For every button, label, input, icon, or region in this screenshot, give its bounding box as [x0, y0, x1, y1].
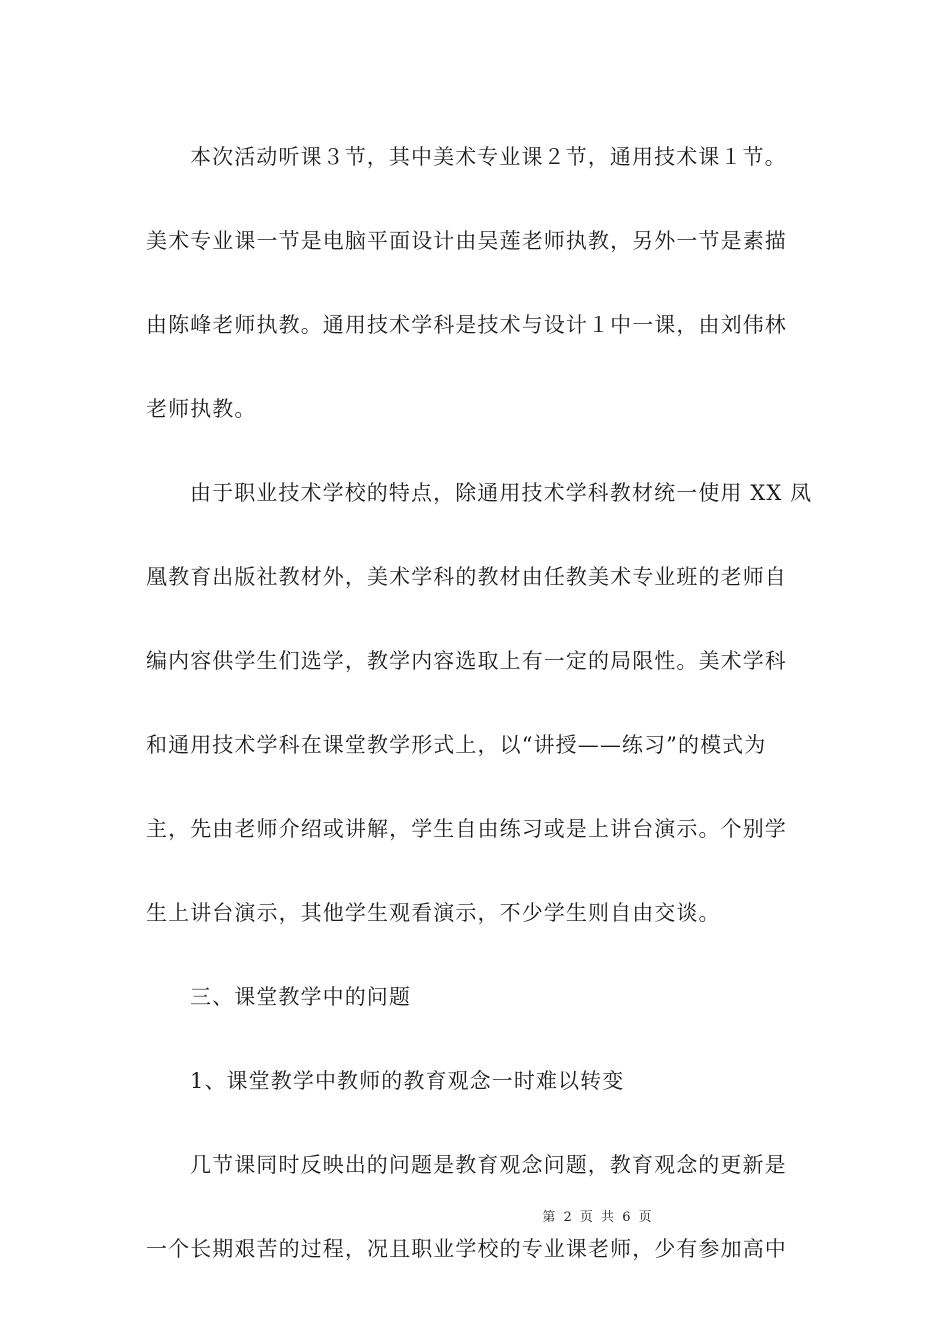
text-line: 凰教育出版社教材外，美术学科的教材由任教美术专业班的老师自	[146, 565, 787, 589]
section-heading: 三、课堂教学中的问题	[190, 985, 411, 1009]
text-line: 老师执教。	[146, 397, 257, 421]
text-line: 主，先由老师介绍或讲解，学生自由练习或是上讲台演示。个别学	[146, 817, 787, 841]
subsection-heading: 1、课堂教学中教师的教育观念一时难以转变	[190, 1069, 625, 1093]
document-body	[146, 133, 813, 1309]
text-line: 美术专业课一节是电脑平面设计由吴莲老师执教，另外一节是素描	[146, 229, 787, 253]
text-line: 编内容供学生们选学，教学内容选取上有一定的局限性。美术学科	[146, 649, 787, 673]
text-line: 生上讲台演示，其他学生观看演示，不少学生则自由交谈。	[146, 901, 721, 925]
text-line: 由陈峰老师执教。通用技术学科是技术与设计１中一课，由刘伟林	[146, 313, 787, 337]
text-line: 由于职业技术学校的特点，除通用技术学科教材统一使用 XX 凤	[190, 481, 813, 505]
text-line: 一个长期艰苦的过程，况且职业学校的专业课老师，少有参加高中	[146, 1237, 787, 1261]
text-line: 和通用技术学科在课堂教学形式上，以“讲授——练习”的模式为	[146, 733, 767, 757]
text-line: 几节课同时反映出的问题是教育观念问题，教育观念的更新是	[190, 1153, 787, 1177]
text-line: 本次活动听课３节，其中美术专业课２节，通用技术课１节。	[190, 145, 787, 169]
page-number-footer: 第 2 页 共 6 页	[542, 1210, 654, 1225]
body-text	[146, 133, 813, 1273]
